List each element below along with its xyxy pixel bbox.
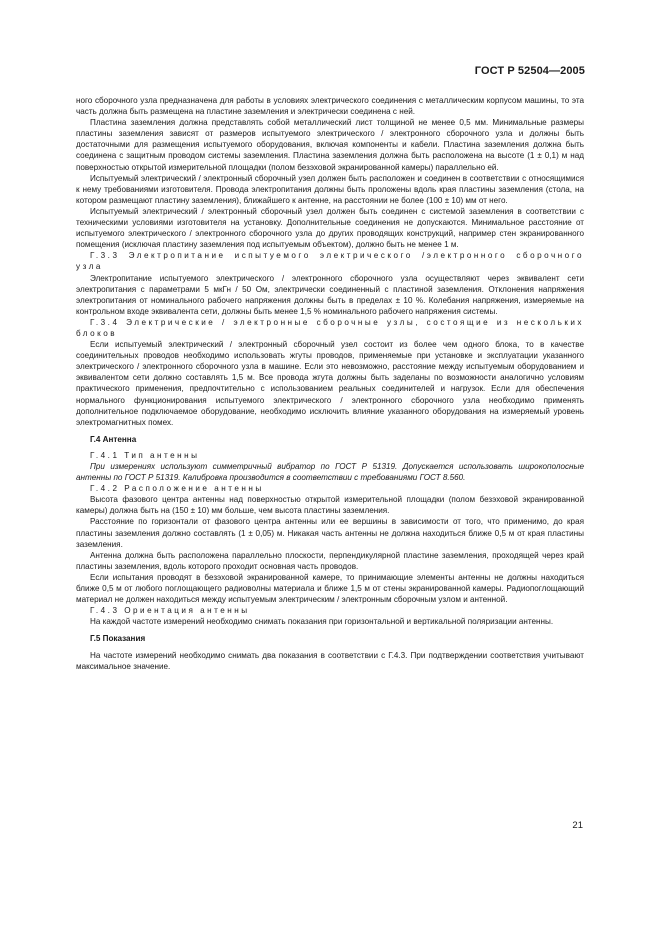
subsection-heading: Г.4.1 Тип антенны [90, 450, 200, 460]
document-header: ГОСТ Р 52504—2005 [474, 65, 585, 77]
subsection-heading: Г.3.4 Электрические / электронные сборочные узлы, состоящие из нескольких блоков [76, 317, 584, 338]
paragraph: Если испытания проводят в безэховой экранированной камере, то принимающие элементы антенны не должны находиться ближе 0,5 м от любого поглощающего радиоволны материала и ближе 1,5 м от стены экранированной камеры. Радиопоглощающий материал не должен находиться между испытуемым электрическим / электронным сборочным узлом и антенной. [76, 572, 584, 605]
paragraph: На частоте измерений необходимо снимать два показания в соответствии с Г.4.3. При подтверждении соответствия учитывают максимальное значение. [76, 650, 584, 671]
paragraph: На каждой частоте измерений необходимо снимать показания при горизонтальной и вертикальной поляризации антенны. [90, 617, 554, 627]
subsection-heading: Г.4.3 Ориентация антенны [90, 606, 250, 616]
page-number: 21 [572, 820, 583, 831]
paragraph: При измерениях используют симметричный вибратор по ГОСТ Р 51319. Допускается использовать широкополосные антенны по ГОСТ Р 51319. Калибровка производится в соответствии с требованиями ГОСТ 8.560. [76, 462, 584, 483]
document-body [76, 95, 584, 672]
paragraph: Если испытуемый электрический / электронный сборочный узел состоит из более чем одного блока, то в качестве соединительных проводов необходимо использовать жгуты проводов, применяемые при установке и эксплуатации указанного электрического / электронного сборочного узла в машине. Если это невозможно, расстояние между испытуемым оборудованием и эквивалентом сети должно составлять 1,5 м. Все провода жгута должны быть заделаны по возможности аналогично условиям практического применения, предпочтительно с использованием реальных соединителей и нагрузок. Если для обеспечения нормального функционирования испытуемого электрического / электронного сборочного узла необходимо применять дополнительное подключаемое оборудование, необходимо исключить влияние указанного оборудования на измеряемый уровень электромагнитных помех. [76, 340, 584, 427]
section-heading: Г.5 Показания [90, 634, 146, 644]
paragraph: Испытуемый электрический / электронный сборочный узел должен быть соединен с системой заземления в соответствии с техническими условиями изготовителя на установку. Дополнительные соединения не допускаются. Минимальное расстояние от испытуемого электрического / электронного сборочного узла до других проводящих конструкций, например стен экранированного помещения (исключая пластину заземления под испытуемым объектом), должно быть не менее 1 м. [76, 206, 584, 250]
section-heading: Г.4 Антенна [90, 434, 137, 444]
paragraph: Антенна должна быть расположена параллельно плоскости, перпендикулярной пластине заземления, проходящей через край пластины заземления, вдоль которого проходит основная часть проводов. [76, 550, 584, 571]
paragraph: Электропитание испытуемого электрического / электронного сборочного узла осуществляют через эквивалент сети электропитания с параметрами 5 мкГн / 50 Ом, электрически соединенный с пластиной заземления. Отклонения напряжения электропитания от номинального рабочего напряжения должны быть в пределах ± 10 %. Колебания напряжения, измеряемые на контрольном входе эквивалента сети, должны быть менее 1,5 % номинального рабочего напряжения системы. [76, 273, 584, 316]
paragraph: Высота фазового центра антенны над поверхностью открытой измерительной площадки (полом безэховой экранированной камеры) должна быть на (150 ± 10) мм больше, чем высота пластины заземления. [76, 495, 584, 516]
subsection-heading: Г.3.3 Электропитание испытуемого электрического /электронного сборочного узла [76, 251, 584, 272]
paragraph: ного сборочного узла предназначена для работы в условиях электрического соединения с металлическим корпусом машины, то эта часть должна быть размещена на пластине заземления и электрически соединена с ней. [76, 96, 584, 117]
subsection-heading: Г.4.2 Расположение антенны [90, 484, 264, 494]
paragraph: Расстояние по горизонтали от фазового центра антенны или ее вершины в зависимости от того, что применимо, до края пластины заземления должно составлять (1 ± 0,05) м. Никакая часть антенны не должна находиться ближе 0,5 м от края пластины заземления. [76, 517, 584, 549]
paragraph: Пластина заземления должна представлять собой металлический лист толщиной не менее 0,5 мм. Минимальные размеры пластины заземления зависят от размеров испытуемого электрического / электронного сборочного узла и должны быть достаточными для размещения испытуемого оборудования, включая компоненты и кабели. Пластина заземления должна быть соединена с защитным проводом системы заземления. Пластина заземления должна быть расположена на высоте (1 ± 0,1) м над поверхностью открытой измерительной площадки (полом безэховой экранированной камеры) параллельно ей. [76, 118, 584, 172]
paragraph: Испытуемый электрический / электронный сборочный узел должен быть расположен и соединен в соответствии с относящимися к нему требованиями изготовителя. Провода электропитания должны быть проложены вдоль края пластины заземления (стола, на котором размещают пластину заземления), ближайшего к антенне, на расстоянии не более (100 ± 10) мм от него. [76, 173, 584, 205]
